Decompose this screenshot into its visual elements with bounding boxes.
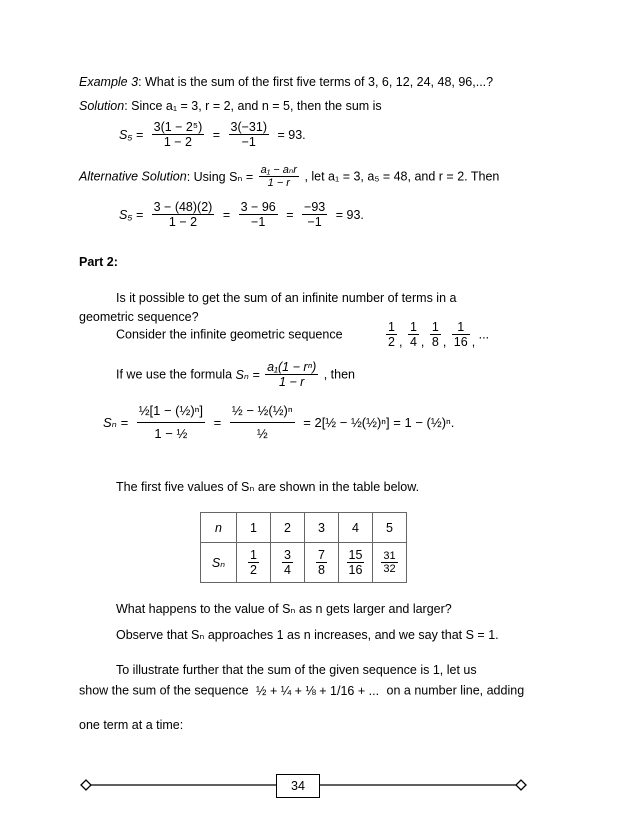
formula-line: [116, 360, 355, 389]
equation-2: [116, 200, 367, 229]
eq2-lhs: S₅ =: [119, 207, 144, 222]
table-cell-n1: 1: [237, 513, 271, 543]
consider-line: Consider the infinite geometric sequence $\frac{1}{2}$ , $\frac{1}{4}$ , $\frac{1}{8}$ , $\frac{1}{16}$ , ...: [116, 320, 490, 349]
eq2-num3: −93: [304, 200, 326, 214]
formula-frac: [265, 360, 318, 389]
eq2-frac2: [239, 200, 278, 229]
observe-text: Observe that Sₙ approaches 1 as n increases, and we say that S = 1.: [116, 628, 499, 642]
eq2-equals-2: =: [286, 207, 294, 222]
big-eq-p2: ½ − ½(½)ⁿ: [230, 400, 295, 423]
illustrate-line2: [79, 683, 524, 698]
seq-t3-num: 1: [431, 320, 439, 334]
formula-num: a₁(1 − rⁿ): [267, 360, 317, 374]
seq-t4-num: 1: [452, 320, 470, 335]
table-head-sn: Sₙ: [201, 543, 237, 583]
seq-t3-den: 8: [431, 335, 439, 349]
eq2-num2: 3 − 96: [240, 200, 276, 214]
page-number-box: [276, 774, 320, 798]
part2-heading: Part 2:: [79, 255, 118, 269]
illustrate-line1: To illustrate further that the sum of the given sequence is 1, let us: [116, 663, 477, 677]
example3-label: Example 3: [79, 75, 139, 89]
part2-para1-line1: Is it possible to get the sum of an infinite number of terms in a: [116, 291, 457, 305]
s3-den: 8: [318, 563, 325, 577]
example3-question: : What is the sum of the first five terms of 3, 6, 12, 24, 48, 96,...?: [138, 75, 494, 89]
big-eq-p1: ½[1 − (½)ⁿ]: [137, 400, 205, 423]
seq-term-3: [430, 320, 441, 349]
eq1-result: = 93.: [277, 127, 306, 142]
seq-term-4: [452, 320, 470, 349]
alt-num: a₁ − aₙr: [260, 164, 297, 176]
formula-den: 1 − r: [278, 375, 305, 389]
seq-t4-den: 16: [453, 335, 468, 349]
equation-1: [116, 120, 309, 149]
illustrate-text-b: on a number line, adding: [386, 683, 525, 698]
s4-den: 16: [348, 563, 363, 577]
illustrate-series: ½ + ¼ + ⅛ + 1/16 + ...: [256, 683, 380, 698]
eq2-equals-1: =: [222, 207, 231, 222]
eq2-num1: 3 − (48)(2): [153, 200, 213, 214]
solution-label: Solution: [79, 99, 125, 113]
big-eq-lhs: Sₙ =: [103, 414, 129, 430]
left-diamond-icon: [81, 780, 91, 790]
seq-term-1: [386, 320, 397, 349]
consider-text: Consider the infinite geometric sequence: [116, 327, 343, 342]
formula-lhs: Sₙ =: [235, 368, 260, 382]
table-row: [201, 513, 407, 543]
illustrate-text-a: show the sum of the sequence: [79, 683, 249, 698]
eq2-den1: 1 − 2: [168, 215, 198, 229]
alt-label: Alternative Solution: [79, 169, 187, 184]
table-cell-s2: [271, 543, 305, 583]
table-cell-n3: 3: [305, 513, 339, 543]
eq1-lhs: S₅ =: [119, 127, 144, 142]
table-cell-s1: [237, 543, 271, 583]
solution-text: : Since a₁ = 3, r = 2, and n = 5, then the sum is: [124, 99, 382, 113]
eq2-den3: −1: [307, 215, 322, 229]
formula-text-b: , then: [323, 367, 356, 382]
page-number: 34: [291, 779, 305, 793]
eq2-frac3: [302, 200, 327, 229]
s4-num: 15: [348, 548, 363, 562]
table-cell-n2: 2: [271, 513, 305, 543]
s2-den: 4: [284, 563, 291, 577]
s2-num: 3: [284, 548, 291, 562]
table-row: [201, 543, 407, 583]
seq-t2-den: 4: [409, 335, 417, 349]
seq-tail: ...: [478, 327, 490, 342]
table-cell-s3: [305, 543, 339, 583]
s1-den: 2: [250, 563, 257, 577]
eq1-den2: −1: [241, 135, 256, 149]
eq2-frac1: [152, 200, 215, 229]
big-eq-p1-den: 1 − ½: [154, 426, 188, 441]
eq1-num1: 3(1 − 2⁵): [153, 120, 203, 134]
alt-text-a: : Using Sₙ =: [186, 170, 254, 184]
s3-num: 7: [318, 548, 325, 562]
eq1-den1: 1 − 2: [163, 135, 192, 149]
eq2-result: = 93.: [335, 207, 364, 222]
formula-text-a: If we use the formula: [116, 367, 233, 382]
table-cell-s4: [339, 543, 373, 583]
illustrate-line3: one term at a time:: [79, 718, 184, 732]
seq-t2-num: 1: [409, 320, 417, 334]
big-eq-equals: =: [213, 415, 222, 430]
eq1-num2: 3(−31): [230, 120, 267, 134]
right-diamond-icon: [516, 780, 526, 790]
big-eq-rest: = 2[½ − ½(½)ⁿ] = 1 − (½)ⁿ.: [303, 415, 455, 430]
part2-para1-line2: geometric sequence?: [79, 310, 199, 324]
table-cell-s5: [373, 543, 407, 583]
table-cell-n5: 5: [373, 513, 407, 543]
eq1-frac1: [152, 120, 205, 149]
seq-t1-num: 1: [388, 320, 395, 334]
seq-t1-den: 2: [388, 335, 395, 349]
alt-text-b: , let a₁ = 3, a₅ = 48, and r = 2. Then: [304, 169, 500, 184]
alt-formula-frac: [259, 164, 299, 189]
question2: What happens to the value of Sₙ as n gets larger and larger?: [116, 602, 452, 616]
alt-den: 1 − r: [267, 177, 290, 189]
big-eq-p2-den: ½: [256, 426, 268, 441]
table-head-n: n: [201, 513, 237, 543]
eq1-frac2: [229, 120, 269, 149]
big-eq-frac2: [230, 400, 295, 445]
eq2-den2: −1: [251, 215, 266, 229]
big-equation: [100, 400, 457, 445]
s5-den: 32: [383, 563, 396, 575]
s5-num: 31: [383, 550, 396, 562]
big-eq-frac1: [137, 400, 205, 445]
example3-question-line: [79, 74, 493, 90]
alt-solution-line: [79, 164, 499, 189]
seq-term-2: [408, 320, 419, 349]
sn-values-table: [200, 512, 407, 583]
solution-line: [79, 98, 382, 114]
eq1-equals: =: [212, 127, 221, 142]
table-cell-n4: 4: [339, 513, 373, 543]
table-intro: The first five values of Sₙ are shown in the table below.: [116, 480, 420, 494]
s1-num: 1: [250, 548, 257, 562]
